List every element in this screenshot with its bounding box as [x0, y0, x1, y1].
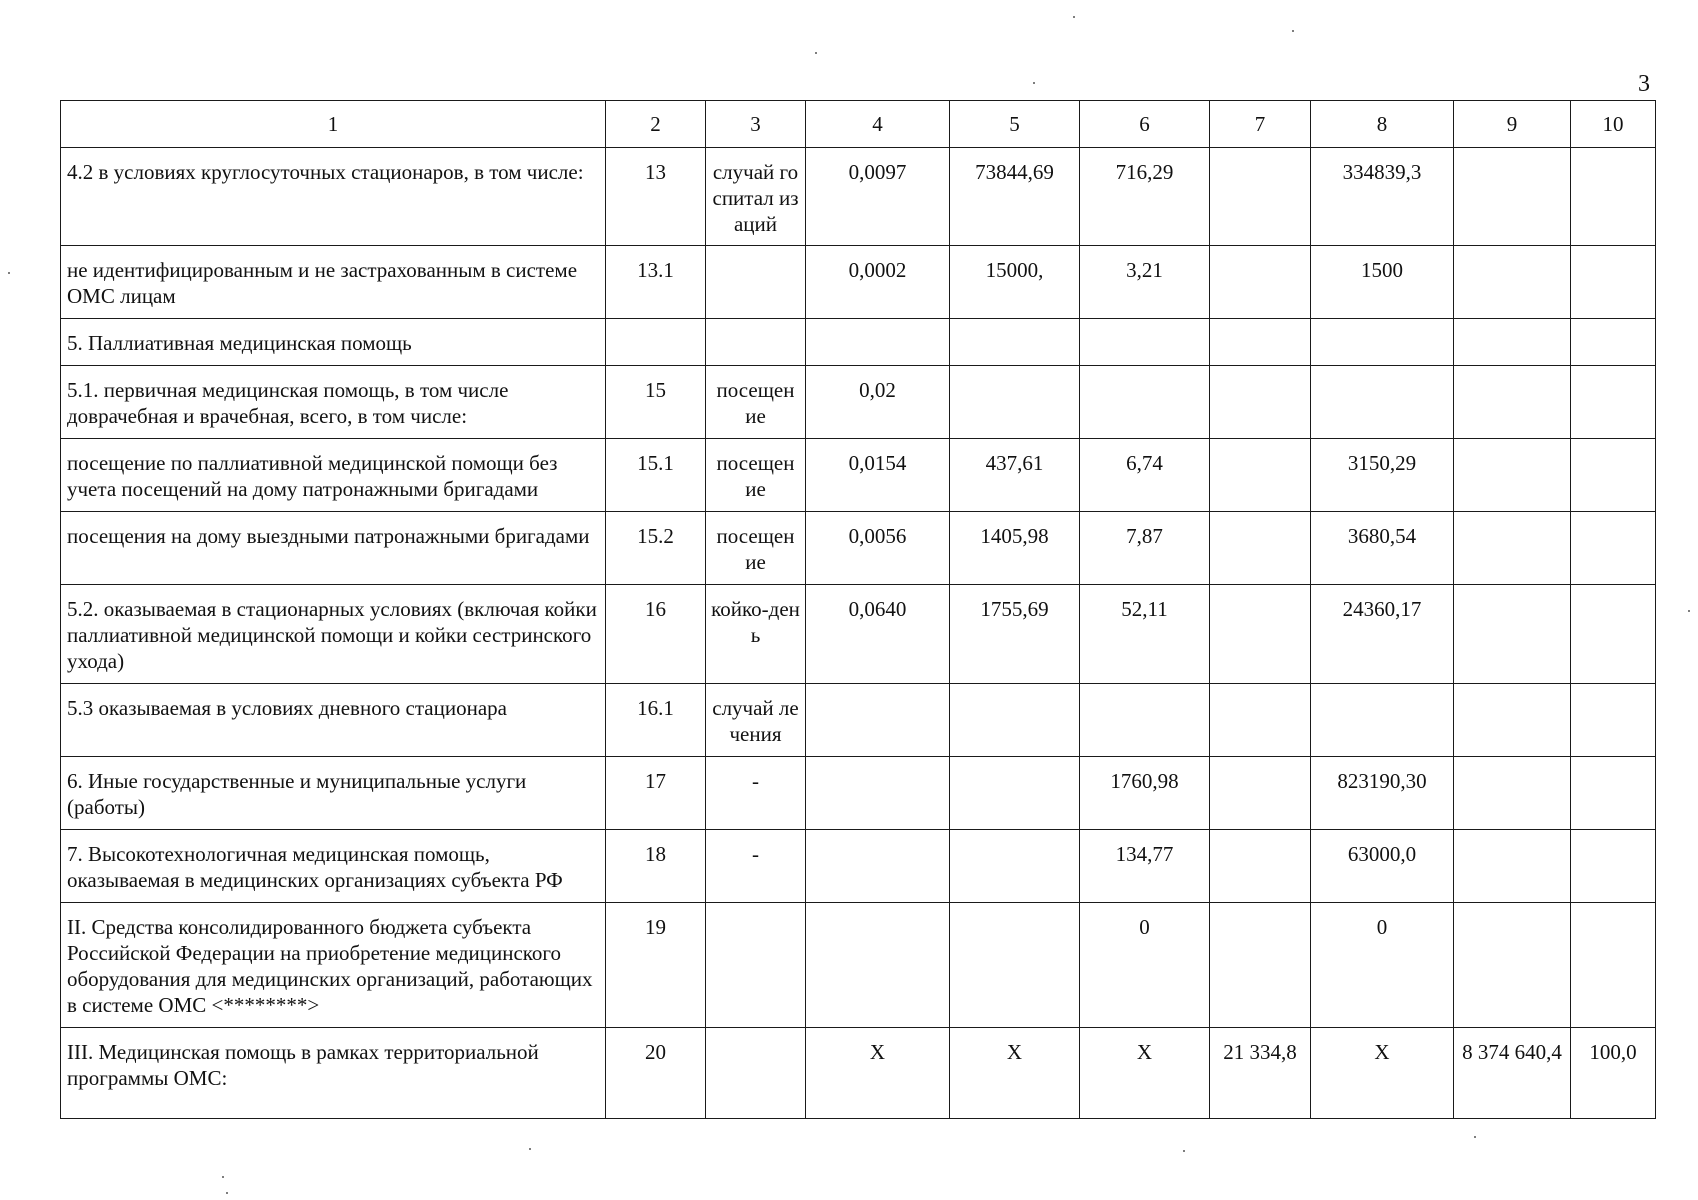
unit-cell: случай лечения [706, 684, 806, 757]
value-cell-col8 [1311, 319, 1454, 366]
value-cell-col7 [1210, 757, 1311, 830]
value-cell-col10: 100,0 [1571, 1028, 1656, 1119]
value-cell-col5: 1405,98 [950, 512, 1080, 585]
row-label-cell: 7. Высокотехнологичная медицинская помощь, оказываемая в медицинских организациях субъекта РФ [61, 830, 606, 903]
value-cell-col10 [1571, 585, 1656, 684]
value-cell-col8: 24360,17 [1311, 585, 1454, 684]
value-cell-col6: 134,77 [1080, 830, 1210, 903]
column-header-4: 4 [806, 101, 950, 148]
value-cell-col6: 52,11 [1080, 585, 1210, 684]
value-cell-col7 [1210, 585, 1311, 684]
value-cell-col8: 823190,30 [1311, 757, 1454, 830]
value-cell-col10 [1571, 366, 1656, 439]
value-cell-col8: 63000,0 [1311, 830, 1454, 903]
row-label-cell: III. Медицинская помощь в рамках территориальной программы ОМС: [61, 1028, 606, 1119]
value-cell-col9 [1454, 319, 1571, 366]
value-cell-col2: 15.1 [606, 439, 706, 512]
value-cell-col6 [1080, 684, 1210, 757]
value-cell-col10 [1571, 148, 1656, 246]
unit-cell: койко-день [706, 585, 806, 684]
value-cell-col7: 21 334,8 [1210, 1028, 1311, 1119]
header-row [61, 101, 1656, 148]
value-cell-col4 [806, 903, 950, 1028]
column-header-1: 1 [61, 101, 606, 148]
value-cell-col2: 13 [606, 148, 706, 246]
table-row [61, 757, 1656, 830]
value-cell-col2: 19 [606, 903, 706, 1028]
scan-speck [1474, 1136, 1476, 1138]
unit-cell: посещен ие [706, 439, 806, 512]
row-label-cell: не идентифицированным и не застрахованным в системе ОМС лицам [61, 246, 606, 319]
scan-speck [815, 52, 817, 54]
value-cell-col6 [1080, 319, 1210, 366]
unit-cell: - [706, 830, 806, 903]
unit-cell [706, 246, 806, 319]
value-cell-col5: 73844,69 [950, 148, 1080, 246]
value-cell-col7 [1210, 830, 1311, 903]
value-cell-col4: 0,02 [806, 366, 950, 439]
value-cell-col2: 20 [606, 1028, 706, 1119]
table-row [61, 439, 1656, 512]
value-cell-col6: 3,21 [1080, 246, 1210, 319]
unit-cell: случай госпитал изаций [706, 148, 806, 246]
value-cell-col6: 7,87 [1080, 512, 1210, 585]
value-cell-col4 [806, 319, 950, 366]
value-cell-col10 [1571, 684, 1656, 757]
value-cell-col9 [1454, 903, 1571, 1028]
table-row [61, 246, 1656, 319]
value-cell-col6: 716,29 [1080, 148, 1210, 246]
unit-cell [706, 319, 806, 366]
value-cell-col5: Х [950, 1028, 1080, 1119]
column-header-9: 9 [1454, 101, 1571, 148]
value-cell-col4: Х [806, 1028, 950, 1119]
value-cell-col6 [1080, 366, 1210, 439]
value-cell-col8 [1311, 366, 1454, 439]
value-cell-col7 [1210, 366, 1311, 439]
scan-speck [222, 1176, 224, 1178]
unit-cell: посещен ие [706, 366, 806, 439]
value-cell-col8: 0 [1311, 903, 1454, 1028]
row-label-cell: посещение по паллиативной медицинской помощи без учета посещений на дому патронажными бригадами [61, 439, 606, 512]
value-cell-col7 [1210, 512, 1311, 585]
row-label-cell: 5. Паллиативная медицинская помощь [61, 319, 606, 366]
value-cell-col6: 0 [1080, 903, 1210, 1028]
value-cell-col8: 3680,54 [1311, 512, 1454, 585]
value-cell-col4: 0,0002 [806, 246, 950, 319]
value-cell-col9 [1454, 246, 1571, 319]
table-row [61, 319, 1656, 366]
scan-speck [1183, 1150, 1185, 1152]
value-cell-col9 [1454, 148, 1571, 246]
table-row [61, 366, 1656, 439]
column-header-7: 7 [1210, 101, 1311, 148]
column-header-10: 10 [1571, 101, 1656, 148]
scan-speck [1688, 610, 1690, 612]
value-cell-col4 [806, 684, 950, 757]
unit-cell [706, 1028, 806, 1119]
value-cell-col6: 1760,98 [1080, 757, 1210, 830]
row-label-cell: 5.2. оказываемая в стационарных условиях (включая койки паллиативной медицинской помощи и койки сестринского ухода) [61, 585, 606, 684]
value-cell-col10 [1571, 903, 1656, 1028]
table-row [61, 1028, 1656, 1119]
unit-cell: посещен ие [706, 512, 806, 585]
value-cell-col5 [950, 757, 1080, 830]
column-header-8: 8 [1311, 101, 1454, 148]
value-cell-col5: 15000, [950, 246, 1080, 319]
value-cell-col4 [806, 830, 950, 903]
scan-speck [226, 1192, 228, 1194]
value-cell-col7 [1210, 903, 1311, 1028]
value-cell-col4: 0,0056 [806, 512, 950, 585]
value-cell-col10 [1571, 512, 1656, 585]
page-number: 3 [1638, 71, 1650, 97]
value-cell-col4: 0,0097 [806, 148, 950, 246]
value-cell-col2: 17 [606, 757, 706, 830]
column-header-3: 3 [706, 101, 806, 148]
value-cell-col7 [1210, 439, 1311, 512]
scan-speck [1073, 16, 1075, 18]
value-cell-col10 [1571, 319, 1656, 366]
value-cell-col2: 18 [606, 830, 706, 903]
value-cell-col2 [606, 319, 706, 366]
row-label-cell: 5.1. первичная медицинская помощь, в том числе доврачебная и врачебная, всего, в том числе: [61, 366, 606, 439]
scan-speck [1033, 82, 1035, 84]
table-row [61, 684, 1656, 757]
value-cell-col10 [1571, 439, 1656, 512]
row-label-cell: II. Средства консолидированного бюджета субъекта Российской Федерации на приобретение медицинского оборудования для медицинских организаций, работающих в системе ОМС <********> [61, 903, 606, 1028]
row-label-cell: посещения на дому выездными патронажными бригадами [61, 512, 606, 585]
value-cell-col10 [1571, 830, 1656, 903]
value-cell-col5: 437,61 [950, 439, 1080, 512]
value-cell-col10 [1571, 246, 1656, 319]
value-cell-col5 [950, 830, 1080, 903]
value-cell-col7 [1210, 319, 1311, 366]
data-table [60, 100, 1656, 1119]
value-cell-col7 [1210, 684, 1311, 757]
value-cell-col7 [1210, 148, 1311, 246]
value-cell-col9 [1454, 439, 1571, 512]
value-cell-col2: 15.2 [606, 512, 706, 585]
unit-cell [706, 903, 806, 1028]
value-cell-col7 [1210, 246, 1311, 319]
value-cell-col8: 1500 [1311, 246, 1454, 319]
value-cell-col9 [1454, 366, 1571, 439]
value-cell-col8: 334839,3 [1311, 148, 1454, 246]
value-cell-col4: 0,0154 [806, 439, 950, 512]
value-cell-col4 [806, 757, 950, 830]
value-cell-col9 [1454, 684, 1571, 757]
table-row [61, 585, 1656, 684]
table-row [61, 148, 1656, 246]
table-row [61, 830, 1656, 903]
value-cell-col8 [1311, 684, 1454, 757]
value-cell-col8: 3150,29 [1311, 439, 1454, 512]
value-cell-col6: 6,74 [1080, 439, 1210, 512]
value-cell-col2: 16 [606, 585, 706, 684]
value-cell-col9 [1454, 830, 1571, 903]
value-cell-col2: 13.1 [606, 246, 706, 319]
value-cell-col4: 0,0640 [806, 585, 950, 684]
column-header-2: 2 [606, 101, 706, 148]
scan-speck [529, 1148, 531, 1150]
table-row [61, 512, 1656, 585]
value-cell-col9 [1454, 585, 1571, 684]
value-cell-col9: 8 374 640,4 [1454, 1028, 1571, 1119]
value-cell-col5 [950, 366, 1080, 439]
value-cell-col2: 16.1 [606, 684, 706, 757]
scan-speck [8, 272, 10, 274]
scan-speck [1292, 30, 1294, 32]
value-cell-col10 [1571, 757, 1656, 830]
value-cell-col9 [1454, 757, 1571, 830]
unit-cell: - [706, 757, 806, 830]
row-label-cell: 5.3 оказываемая в условиях дневного стационара [61, 684, 606, 757]
value-cell-col8: Х [1311, 1028, 1454, 1119]
value-cell-col5: 1755,69 [950, 585, 1080, 684]
table-row [61, 903, 1656, 1028]
value-cell-col5 [950, 903, 1080, 1028]
row-label-cell: 6. Иные государственные и муниципальные услуги (работы) [61, 757, 606, 830]
column-header-5: 5 [950, 101, 1080, 148]
value-cell-col9 [1454, 512, 1571, 585]
value-cell-col5 [950, 319, 1080, 366]
value-cell-col5 [950, 684, 1080, 757]
column-header-6: 6 [1080, 101, 1210, 148]
value-cell-col6: Х [1080, 1028, 1210, 1119]
value-cell-col2: 15 [606, 366, 706, 439]
row-label-cell: 4.2 в условиях круглосуточных стационаров, в том числе: [61, 148, 606, 246]
